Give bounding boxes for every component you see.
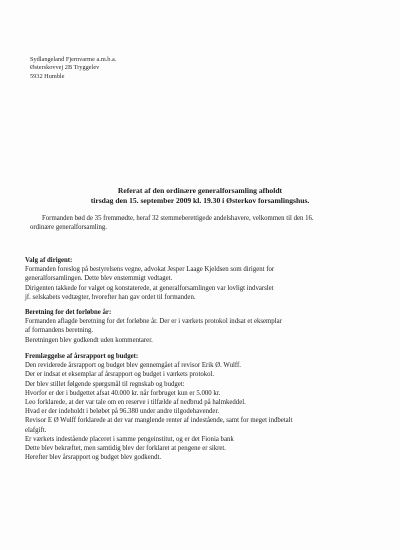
section-line: Formanden aflagde beretning for det forløbne år. Der er i værkets protokol indsat et eksemplar: [25, 318, 282, 326]
section-line: Herefter blev årsrapport og budget blev godkendt.: [25, 454, 162, 462]
section-line: af formandens beretning.: [25, 327, 94, 335]
section-line: Er værkets indestående placeret i samme pengeinstitut, og er det Fionia bank: [25, 435, 234, 443]
document-title-line-1: Referat af den ordinære generalforsamling afholdt: [117, 186, 283, 195]
intro-line-2: ordinære generalforsamling.: [30, 224, 108, 232]
section-line: Hvad er der indeholdt i beløbet på 96.380 under andre tilgodehavender.: [25, 408, 220, 416]
section-accounts-budget: [25, 352, 380, 462]
section-line: Dirigenten takkede for valget og konstaterede, at generalforsamlingen var lovligt indvarslet: [25, 284, 274, 292]
sender-city: 5932 Humble: [30, 72, 65, 80]
section-annual-report: [25, 308, 380, 345]
document-title: [0, 186, 400, 206]
section-line: Hvorfor er der i budgettet afsat 40.000 kr. når forbruget kun er 5.000 kr.: [25, 389, 221, 397]
section-line: Der er indsat et eksemplar af årsrapport og budget i værkets protokol.: [25, 371, 215, 379]
section-heading: Fremlæggelse af årsrapport og budget:: [25, 353, 139, 360]
section-line: generalforsamlingen. Dette blev enstemmigt vedtaget.: [25, 275, 173, 283]
section-line: Leo forklarede, at der var tale om en reserve i tilfælde af nedbrud på halmkeddel.: [25, 399, 246, 407]
section-line: Der blev stillet følgende spørgsmål til regnskab og budget:: [25, 380, 185, 388]
section-line: Revisor E Ø Wulff forklarede at der var manglende renter af indestående, samt for meget indbetalt: [25, 417, 293, 425]
sender-name: Sydlangeland Fjernvarme a.m.b.a.: [30, 56, 117, 63]
section-line: elafgift.: [25, 426, 47, 434]
sender-address-block: [30, 56, 116, 81]
section-line: Formanden foreslog på bestyrelsens vegne, advokat Jesper Laage Kjeldsen som dirigent for: [25, 266, 275, 274]
intro-paragraph: [30, 214, 375, 232]
section-line: Beretningen blev godkendt uden kommentarer.: [25, 336, 153, 344]
section-line: Dette blev bekræftet, men samtidig blev der forklaret at pengene er sikret.: [25, 445, 226, 453]
section-line: jf. selskabets vedtægter, hvorefter han gav ordet til formanden.: [25, 293, 196, 301]
section-heading: Beretning for det forløbne år:: [25, 309, 112, 316]
section-heading: Valg af dirigent:: [25, 257, 73, 264]
document-title-line-2: tirsdag den 15. september 2009 kl. 19.30 i Østerkov forsamlingshus.: [90, 196, 310, 205]
intro-line-1: Formanden bød de 35 fremmødte, heraf 32 stemmeberettigede andelshavere, velkommen til den 16.: [42, 215, 314, 222]
section-line: Den reviderede årsrapport og budget blev gennemgået af revisor Erik Ø. Wulff.: [25, 362, 241, 370]
section-chairman-election: [25, 256, 380, 302]
sender-street: Østerskovvej 2B Tryggelev: [30, 64, 100, 72]
